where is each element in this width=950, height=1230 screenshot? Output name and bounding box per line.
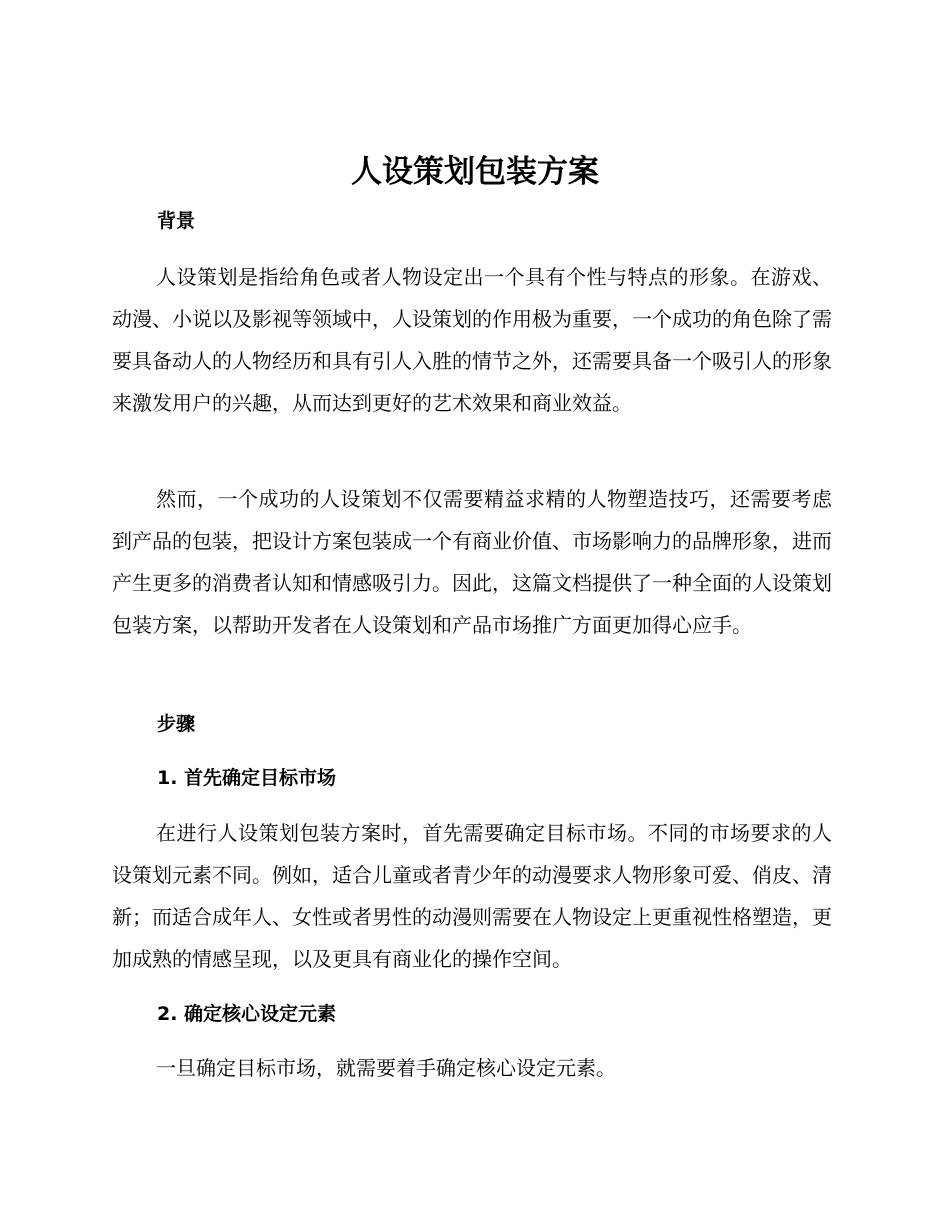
step-2-heading: 2. 确定核心设定元素 [157,1003,337,1025]
step-1-heading: 1. 首先确定目标市场 [157,767,337,789]
background-paragraph-1: 人设策划是指给角色或者人物设定出一个具有个性与特点的形象。在游戏、动漫、小说以及影视等领域中，人设策划的作用极为重要，一个成功的角色除了需要具备动人的人物经历和具有引人入胜的情节之外，还需要具备一个吸引人的形象来激发用户的兴趣，从而达到更好的艺术效果和商业效益。 [112,265,832,415]
background-paragraph-2: 然而，一个成功的人设策划不仅需要精益求精的人物塑造技巧，还需要考虑到产品的包装，把设计方案包装成一个有商业价值、市场影响力的品牌形象，进而产生更多的消费者认知和情感吸引力。因此，这篇文档提供了一种全面的人设策划包装方案，以帮助开发者在人设策划和产品市场推广方面更加得心应手。 [112,487,832,637]
section-heading-steps: 步骤 [157,713,196,735]
document-title: 人设策划包装方案 [351,154,599,190]
section-heading-background: 背景 [157,210,196,232]
step-1-paragraph: 在进行人设策划包装方案时，首先需要确定目标市场。不同的市场要求的人设策划元素不同。例如，适合儿童或者青少年的动漫要求人物形象可爱、俏皮、清新；而适合成年人、女性或者男性的动漫则需要在人物设定上更重视性格塑造，更加成熟的情感呈现，以及更具有商业化的操作空间。 [112,821,832,971]
step-2-paragraph: 一旦确定目标市场，就需要着手确定核心设定元素。 [156,1056,616,1080]
